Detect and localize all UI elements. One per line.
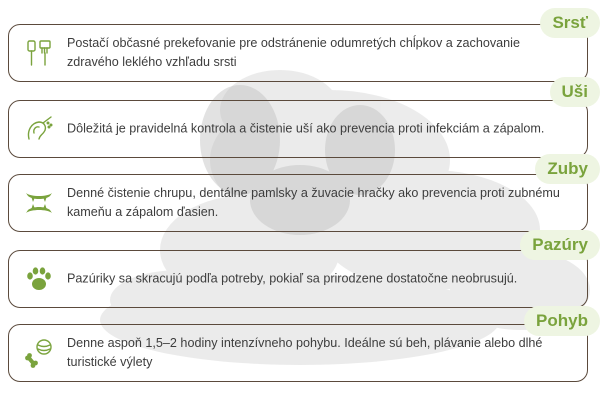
card-usi <box>8 100 588 158</box>
bone-ball-icon <box>23 337 55 369</box>
teeth-icon <box>23 187 55 219</box>
card-pohyb <box>8 324 588 382</box>
card-pazury <box>8 250 588 308</box>
card-text-pazury: Pazúriky sa skracujú podľa potreby, pokiaľ sa prirodzene dostatočne neobrusujú. <box>67 271 518 286</box>
label-zuby: Zuby <box>535 154 600 184</box>
card-text-zuby: Denné čistenie chrupu, dentálne pamlsky a žuvacie hračky ako prevencia proti zubnému kameňu a zápalom ďasien. <box>67 186 560 219</box>
comb-brush-icon <box>23 37 55 69</box>
label-pohyb: Pohyb <box>524 306 600 336</box>
card-text-usi: Dôležitá je pravidelná kontrola a čistenie uší ako prevencia proti infekciám a zápalom. <box>67 121 545 136</box>
paw-icon <box>23 263 55 295</box>
label-pazury: Pazúry <box>520 230 600 260</box>
ear-spray-icon <box>23 113 55 145</box>
label-srst: Srsť <box>540 8 600 38</box>
card-srst <box>8 24 588 82</box>
card-text-srst: Postačí občasné prekefovanie pre odstránenie odumretých chĺpkov a zachovanie zdravého leklého vzhľadu srsti <box>67 36 520 69</box>
card-text-pohyb: Denne aspoň 1,5–2 hodiny intenzívneho pohybu. Ideálne sú beh, plávanie alebo dlhé turistické výlety <box>67 336 543 369</box>
card-zuby <box>8 174 588 232</box>
label-usi: Uši <box>550 77 600 107</box>
